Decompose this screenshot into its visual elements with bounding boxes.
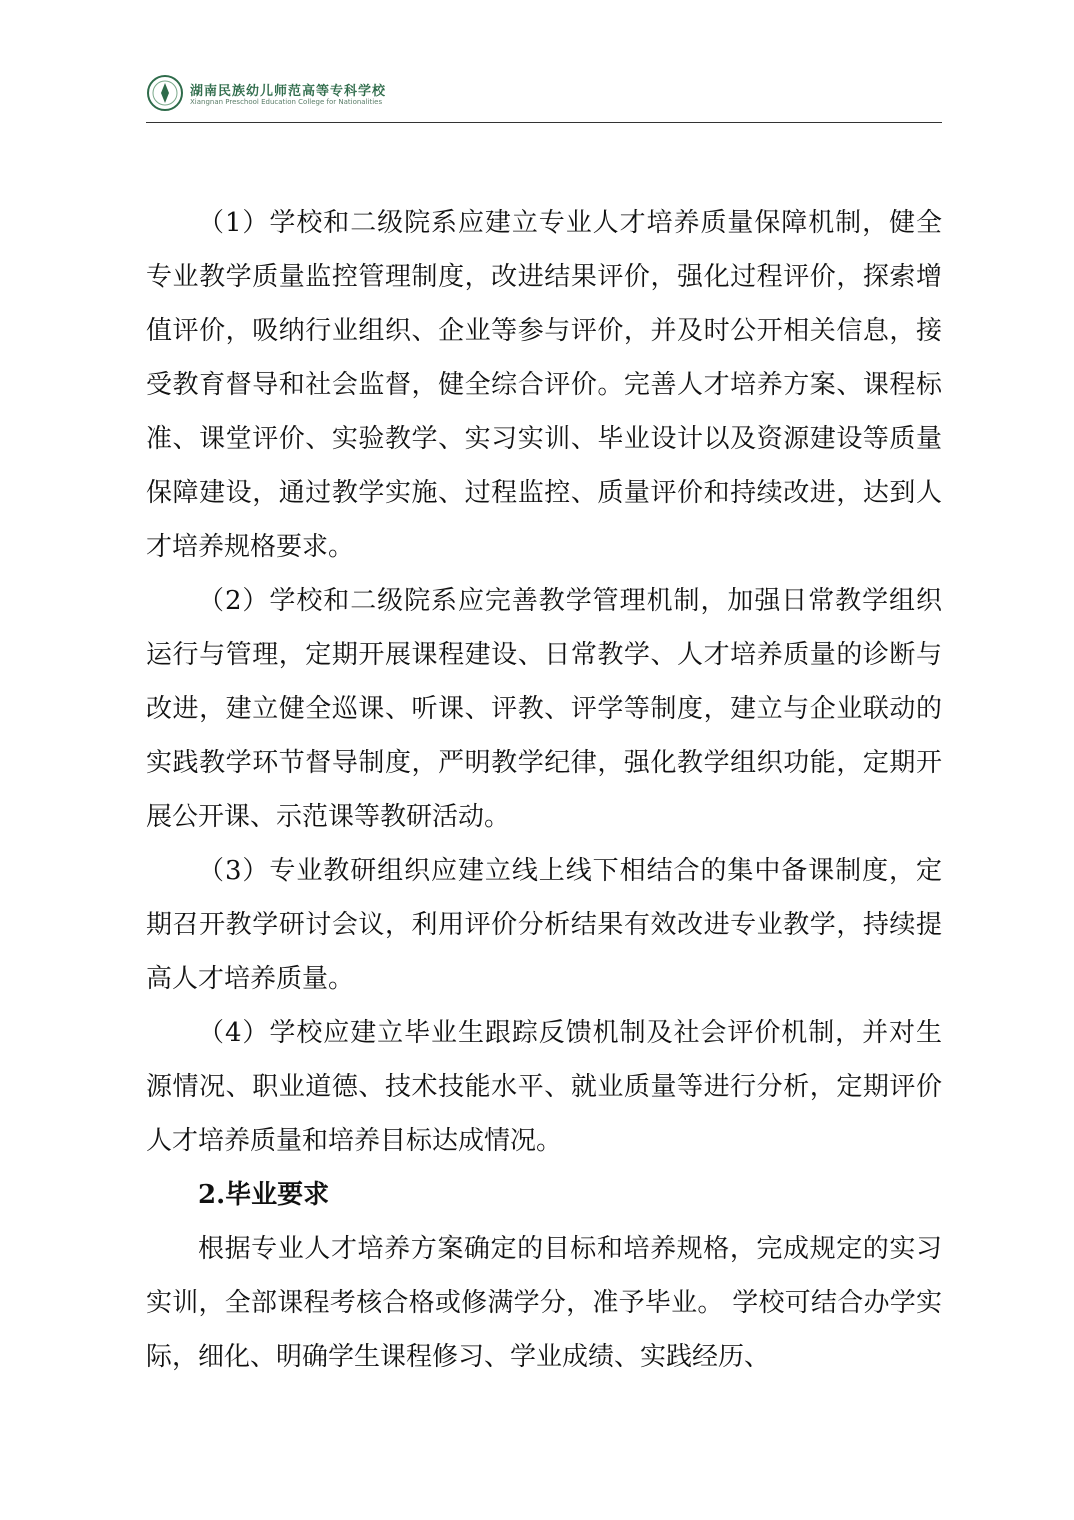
school-emblem-icon (146, 74, 184, 112)
paragraph-5: 根据专业人才培养方案确定的目标和培养规格，完成规定的实习实训，全部课程考核合格或修满学分，准予毕业。 学校可结合办学实际，细化、明确学生课程修习、学业成绩、实践经历、 (146, 1234, 942, 1372)
paragraph-4: （4）学校应建立毕业生跟踪反馈机制及社会评价机制，并对生源情况、职业道德、技术技能水平、就业质量等进行分析，定期评价人才培养质量和培养目标达成情况。 (146, 1018, 942, 1156)
document-body (146, 196, 942, 1384)
paragraph-2: （2）学校和二级院系应完善教学管理机制，加强日常教学组织运行与管理，定期开展课程建设、日常教学、人才培养质量的诊断与改进，建立健全巡课、听课、评教、评学等制度，建立与企业联动的实践教学环节督导制度，严明教学纪律，强化教学组织功能，定期开展公开课、示范课等教研活动。 (146, 586, 942, 832)
paragraph-3: （3）专业教研组织应建立线上线下相结合的集中备课制度，定期召开教学研讨会议，利用评价分析结果有效改进专业教学，持续提高人才培养质量。 (146, 856, 942, 994)
page-header (146, 74, 942, 123)
school-name-cn: 湖南民族幼儿师范高等专科学校 (190, 84, 387, 99)
section-heading: 2.毕业要求 (198, 1180, 330, 1210)
paragraph-1: （1）学校和二级院系应建立专业人才培养质量保障机制，健全专业教学质量监控管理制度，改进结果评价，强化过程评价，探索增值评价，吸纳行业组织、企业等参与评价，并及时公开相关信息，接受教育督导和社会监督，健全综合评价。完善人才培养方案、课程标准、课堂评价、实验教学、实习实训、毕业设计以及资源建设等质量保障建设，通过教学实施、过程监控、质量评价和持续改进，达到人才培养规格要求。 (146, 208, 942, 562)
school-name-en: Xiangnan Preschool Education College for Nationalities (190, 98, 383, 106)
